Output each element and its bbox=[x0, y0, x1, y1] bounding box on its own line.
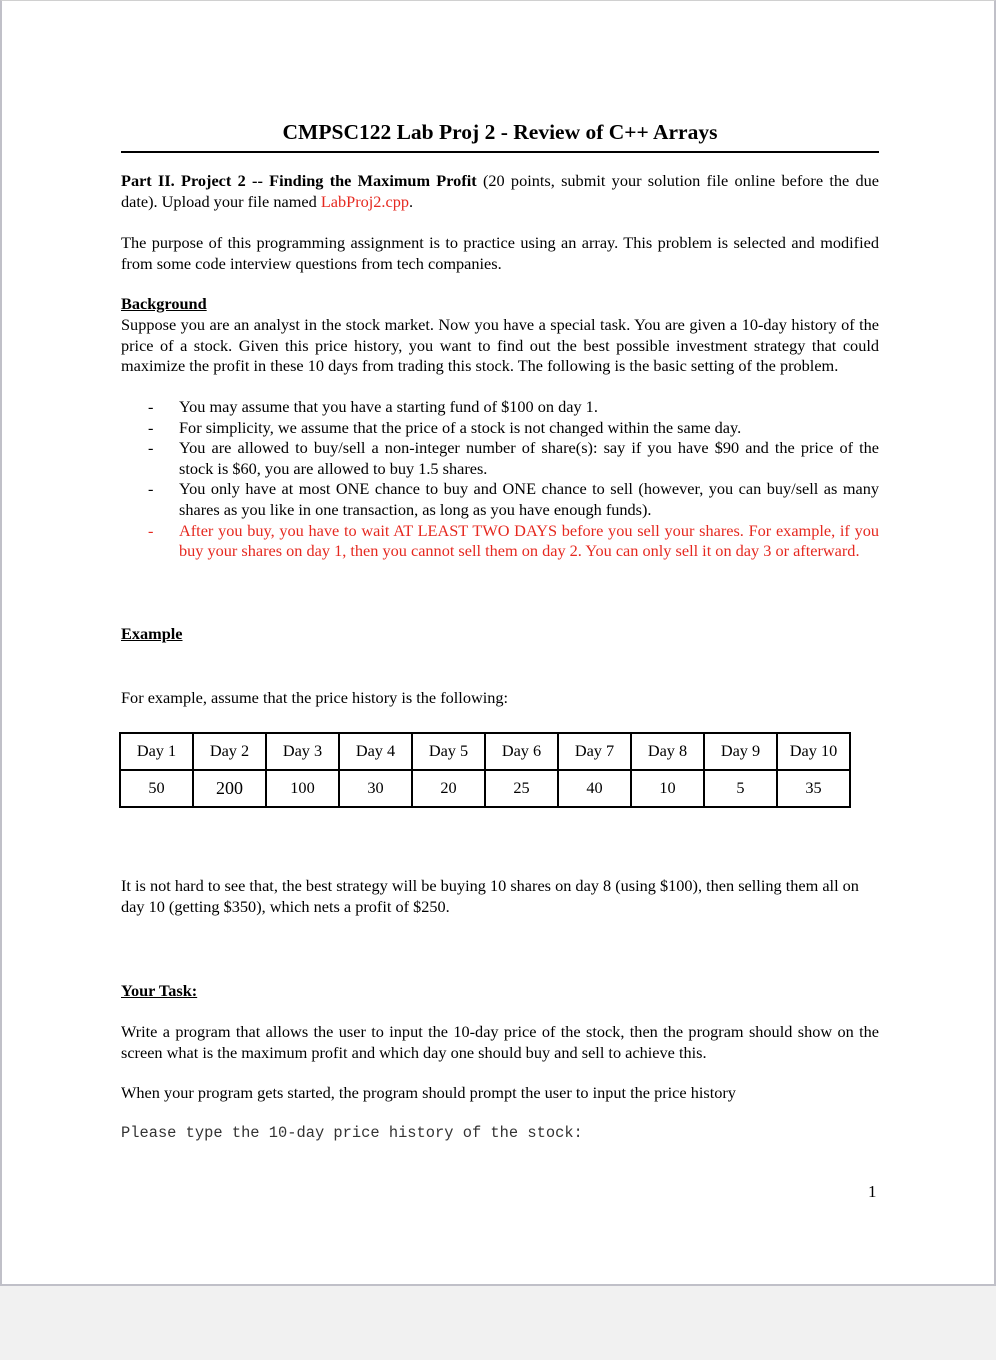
table-cell-price: 10 bbox=[631, 770, 704, 807]
table-cell-price: 25 bbox=[485, 770, 558, 807]
rule-text: For simplicity, we assume that the price of a stock is not changed within the same day. bbox=[179, 417, 742, 437]
table-cell-day: Day 8 bbox=[631, 733, 704, 770]
rules-list-container bbox=[121, 397, 879, 562]
background-heading bbox=[121, 294, 879, 315]
table-cell-day: Day 1 bbox=[120, 733, 193, 770]
table-row bbox=[120, 770, 850, 807]
example-intro: For example, assume that the price history is the following: bbox=[121, 688, 509, 707]
rule-text: You only have at most ONE chance to buy and ONE chance to sell (however, you can buy/sell as many shares as you like in one transaction, as long as you have enough funds). bbox=[179, 479, 879, 519]
example-heading bbox=[121, 624, 879, 645]
rule-item bbox=[121, 418, 879, 439]
example-explanation: It is not hard to see that, the best strategy will be buying 10 shares on day 8 (using $100), then selling them all on day 10 (getting $350), which nets a profit of $250. bbox=[121, 876, 859, 916]
task-paragraph: Write a program that allows the user to input the 10-day price of the stock, then the program should show on the screen what is the maximum profit and which day one should buy and sell to achieve this. bbox=[121, 1022, 879, 1062]
table-cell-day: Day 9 bbox=[704, 733, 777, 770]
table-cell-day: Day 7 bbox=[558, 733, 631, 770]
background-paragraph: Suppose you are an analyst in the stock market. Now you have a special task. You are given a 10-day history of the price of a stock. Given this price history, you want to find out the best possible investment strategy that could maximize the profit in these 10 days from trading this stock. The following is the basic setting of the problem. bbox=[121, 315, 879, 376]
table-cell-day: Day 3 bbox=[266, 733, 339, 770]
table-cell-price: 35 bbox=[777, 770, 850, 807]
example-heading-text: Example bbox=[121, 624, 183, 643]
table-cell-day: Day 5 bbox=[412, 733, 485, 770]
page-number: 1 bbox=[868, 1182, 877, 1201]
filename: LabProj2.cpp bbox=[320, 191, 409, 211]
price-history-table bbox=[119, 732, 851, 808]
table-cell-price: 100 bbox=[266, 770, 339, 807]
part-heading-paragraph bbox=[121, 171, 879, 212]
rule-text: You are allowed to buy/sell a non-integer number of share(s): say if you have $90 and the price of the stock is $60, you are allowed to buy 1.5 shares. bbox=[179, 438, 879, 478]
dash-bullet-icon: - bbox=[148, 438, 154, 458]
rule-text: After you buy, you have to wait AT LEAST TWO DAYS before you sell your shares. For example, if you buy your shares on day 1, then you cannot sell them on day 2. You can only sell it on day 3 or afterward. bbox=[179, 520, 879, 561]
table-cell-price: 20 bbox=[412, 770, 485, 807]
table-cell-day: Day 6 bbox=[485, 733, 558, 770]
rule-text: You may assume that you have a starting fund of $100 on day 1. bbox=[179, 397, 598, 416]
table-cell-day: Day 4 bbox=[339, 733, 412, 770]
table-cell-price: 5 bbox=[704, 770, 777, 807]
table-cell-price: 50 bbox=[120, 770, 193, 807]
purpose-paragraph: The purpose of this programming assignment is to practice using an array. This problem is selected and modified from some code interview questions from tech companies. bbox=[121, 233, 879, 273]
table-cell-price: 30 bbox=[339, 770, 412, 807]
code-prompt: Please type the 10-day price history of the stock: bbox=[121, 1124, 583, 1142]
dash-bullet-icon: - bbox=[148, 479, 154, 499]
background-heading-text: Background bbox=[121, 294, 207, 313]
part-heading-details: (20 points, submit your solution file online before the due date). Upload your file named bbox=[121, 171, 879, 211]
title-divider bbox=[121, 151, 879, 153]
prompt-intro: When your program gets started, the program should prompt the user to input the price history bbox=[121, 1083, 736, 1102]
document-title: CMPSC122 Lab Proj 2 - Review of C++ Arrays bbox=[282, 120, 718, 144]
table-header-row bbox=[120, 733, 850, 770]
rule-item bbox=[121, 479, 879, 520]
table-cell-price: 40 bbox=[558, 770, 631, 807]
rule-item bbox=[121, 397, 879, 418]
table-cell-price: 200 bbox=[193, 770, 266, 807]
task-heading-text: Your Task: bbox=[121, 981, 198, 1000]
filename-period: . bbox=[409, 191, 414, 211]
rule-item-highlighted bbox=[121, 521, 879, 562]
task-heading bbox=[121, 981, 879, 1002]
dash-bullet-icon: - bbox=[148, 417, 154, 437]
part-heading: Part II. Project 2 -- Finding the Maximum Profit bbox=[121, 171, 477, 190]
dash-bullet-icon: - bbox=[148, 520, 154, 540]
rule-item bbox=[121, 438, 879, 479]
table-cell-day: Day 10 bbox=[777, 733, 850, 770]
rules-list bbox=[121, 397, 879, 562]
dash-bullet-icon: - bbox=[148, 397, 154, 416]
table-cell-day: Day 2 bbox=[193, 733, 266, 770]
